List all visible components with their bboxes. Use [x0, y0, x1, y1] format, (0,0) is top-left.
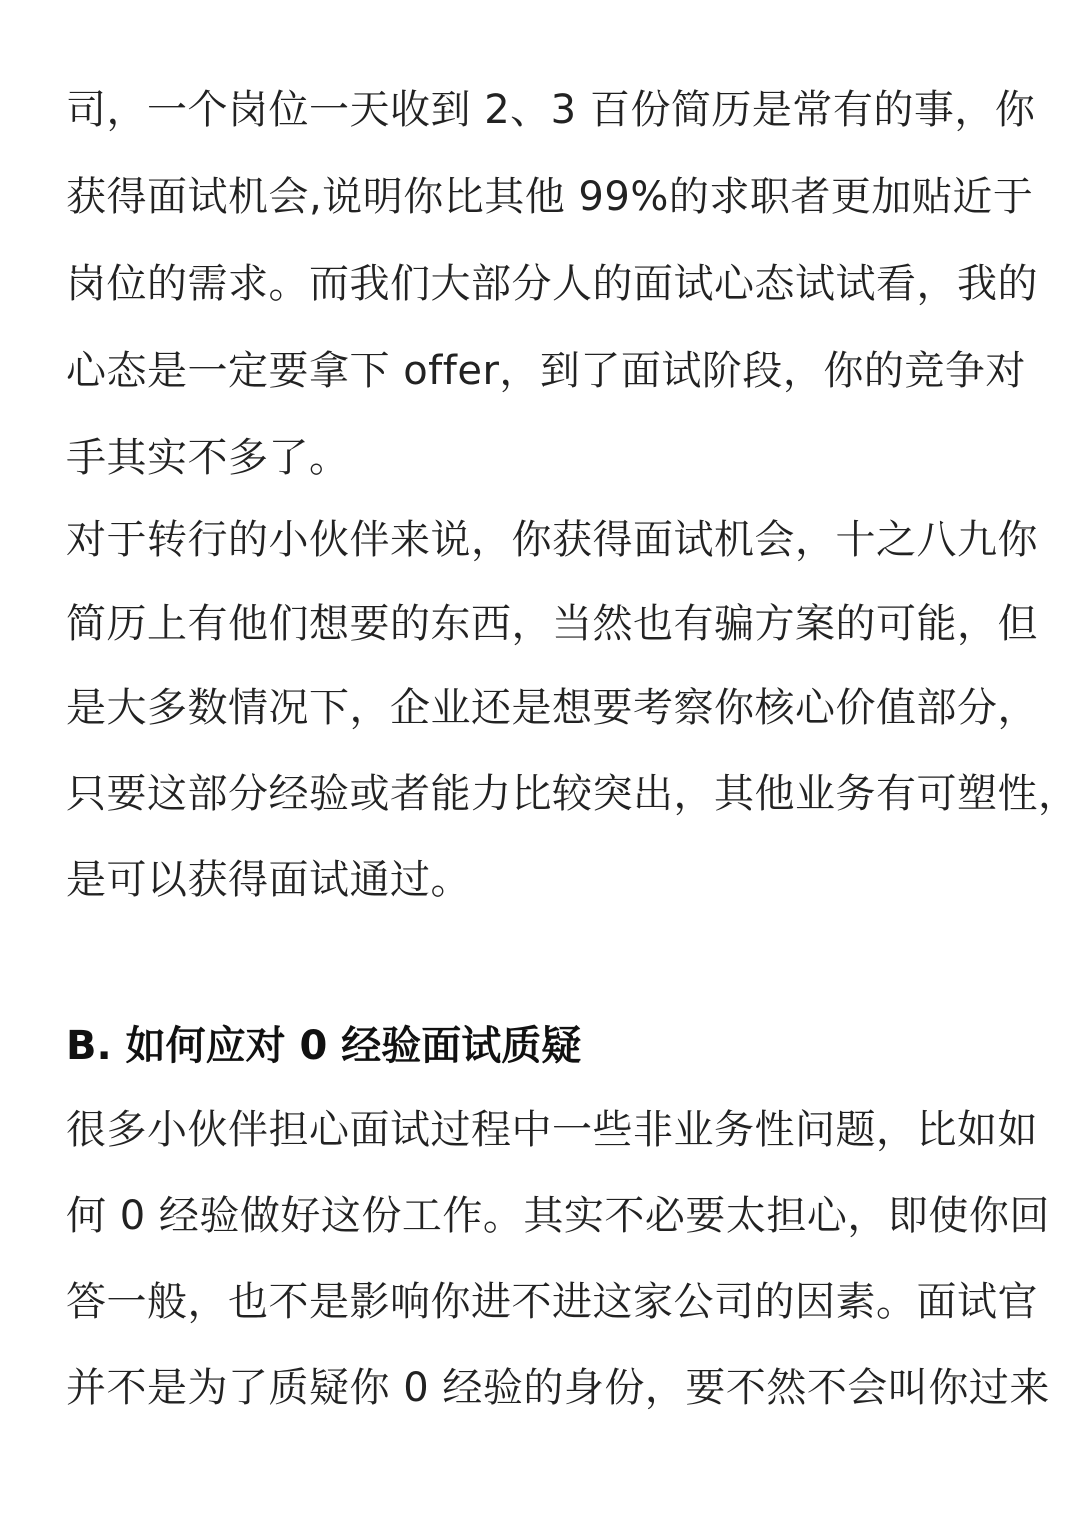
paragraph-2-line-1: 对于转行的小伙伴来说，你获得面试机会，十之八九你 — [66, 517, 1038, 563]
paragraph-3-line-4: 并不是为了质疑你 0 经验的身份，要不然不会叫你过来 — [66, 1365, 1050, 1411]
paragraph-2-line-4: 只要这部分经验或者能力比较突出，其他业务有可塑性， — [66, 771, 1079, 817]
paragraph-2-line-2: 简历上有他们想要的东西，当然也有骗方案的可能，但 — [66, 601, 1038, 647]
paragraph-1-line-1: 司，一个岗位一天收到 2、3 百份简历是常有的事，你 — [66, 87, 1036, 133]
paragraph-1-line-4: 心态是一定要拿下 offer，到了面试阶段，你的竞争对 — [66, 348, 1026, 394]
paragraph-1-line-5: 手其实不多了。 — [66, 435, 350, 481]
paragraph-3-line-3: 答一般，也不是影响你进不进这家公司的因素。面试官 — [66, 1279, 1038, 1325]
paragraph-1-line-2: 获得面试机会,说明你比其他 99%的求职者更加贴近于 — [66, 174, 1034, 220]
paragraph-3-line-1: 很多小伙伴担心面试过程中一些非业务性问题，比如如 — [66, 1107, 1038, 1153]
paragraph-1-line-3: 岗位的需求。而我们大部分人的面试心态试试看，我的 — [66, 261, 1038, 307]
paragraph-3-line-2: 何 0 经验做好这份工作。其实不必要太担心，即使你回 — [66, 1193, 1050, 1239]
paragraph-2-line-5: 是可以获得面试通过。 — [66, 857, 471, 903]
paragraph-2-line-3: 是大多数情况下，企业还是想要考察你核心价值部分， — [66, 685, 1038, 731]
section-b-heading: B. 如何应对 0 经验面试质疑 — [66, 1023, 582, 1069]
